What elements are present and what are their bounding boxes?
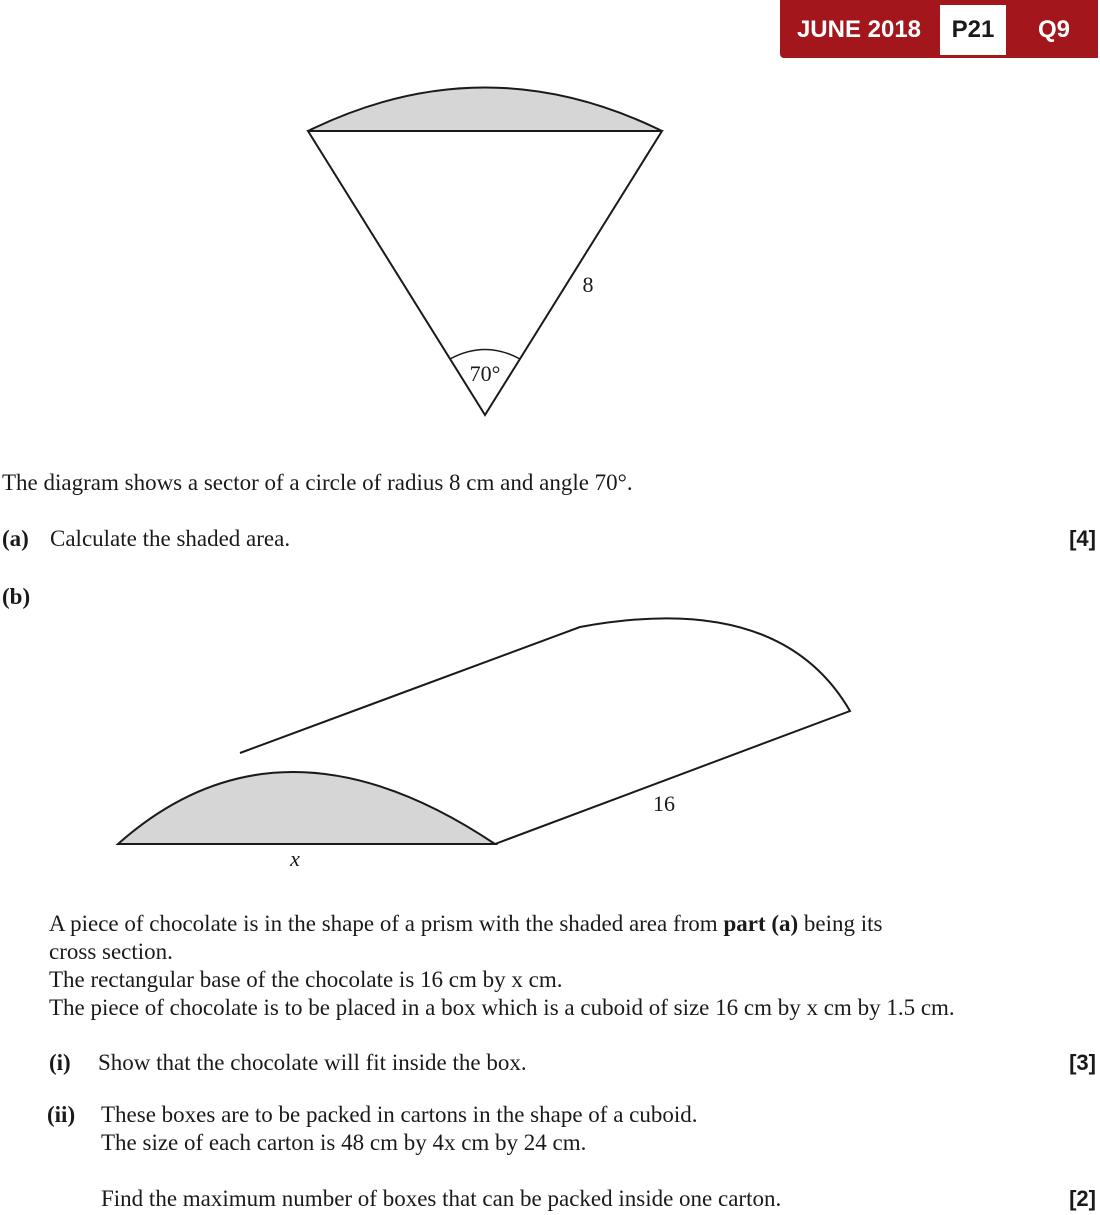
question-number: Q9 xyxy=(1037,16,1070,43)
radius-label: 8 xyxy=(582,272,594,297)
para-line1-end: being its xyxy=(798,911,883,936)
part-a-label: (a) xyxy=(2,526,29,551)
part-b-ii-marks: [2] xyxy=(1069,1186,1096,1211)
part-b-i-marks: [3] xyxy=(1069,1050,1096,1075)
prism-diagram xyxy=(0,600,1100,880)
part-a-reference: part (a) xyxy=(723,911,799,936)
part-b-para-line2: cross section. xyxy=(49,939,173,964)
part-b-para-line4: The piece of chocolate is to be placed in a box which is a cuboid of size 16 cm by x cm by 1.5 cm. xyxy=(49,995,955,1020)
part-a-question: Calculate the shaded area. xyxy=(50,526,291,551)
prism-cross-section xyxy=(118,772,495,844)
part-b-i-question: Show that the chocolate will fit inside the box. xyxy=(98,1050,527,1075)
part-b-ii-line1: These boxes are to be packed in cartons in the shape of a cuboid. xyxy=(101,1102,698,1127)
shaded-segment xyxy=(308,88,662,132)
paper-number: P21 xyxy=(940,5,1006,55)
width-label: x xyxy=(290,846,300,871)
length-label: 16 xyxy=(653,791,675,816)
part-a-marks: [4] xyxy=(1069,526,1096,551)
para-line1-start: A piece of chocolate is in the shape of a prism with the shaded area from xyxy=(49,911,724,936)
part-b-ii-line2: The size of each carton is 48 cm by 4x cm by 24 cm. xyxy=(101,1130,587,1155)
part-b-ii-question: Find the maximum number of boxes that can be packed inside one carton. xyxy=(101,1186,782,1211)
angle-label: 70° xyxy=(469,361,501,386)
exam-session: JUNE 2018 xyxy=(796,16,922,43)
sector-diagram xyxy=(0,0,1100,460)
angle-arc xyxy=(450,350,520,360)
part-b-para-line3: The rectangular base of the chocolate is 16 cm by x cm. xyxy=(49,967,563,992)
intro-text: The diagram shows a sector of a circle of radius 8 cm and angle 70°. xyxy=(2,470,633,495)
part-b-i-label: (i) xyxy=(49,1050,71,1075)
part-b-ii-label: (ii) xyxy=(47,1102,76,1127)
part-b-label: (b) xyxy=(2,584,31,609)
part-b-para-line1 xyxy=(49,911,883,937)
